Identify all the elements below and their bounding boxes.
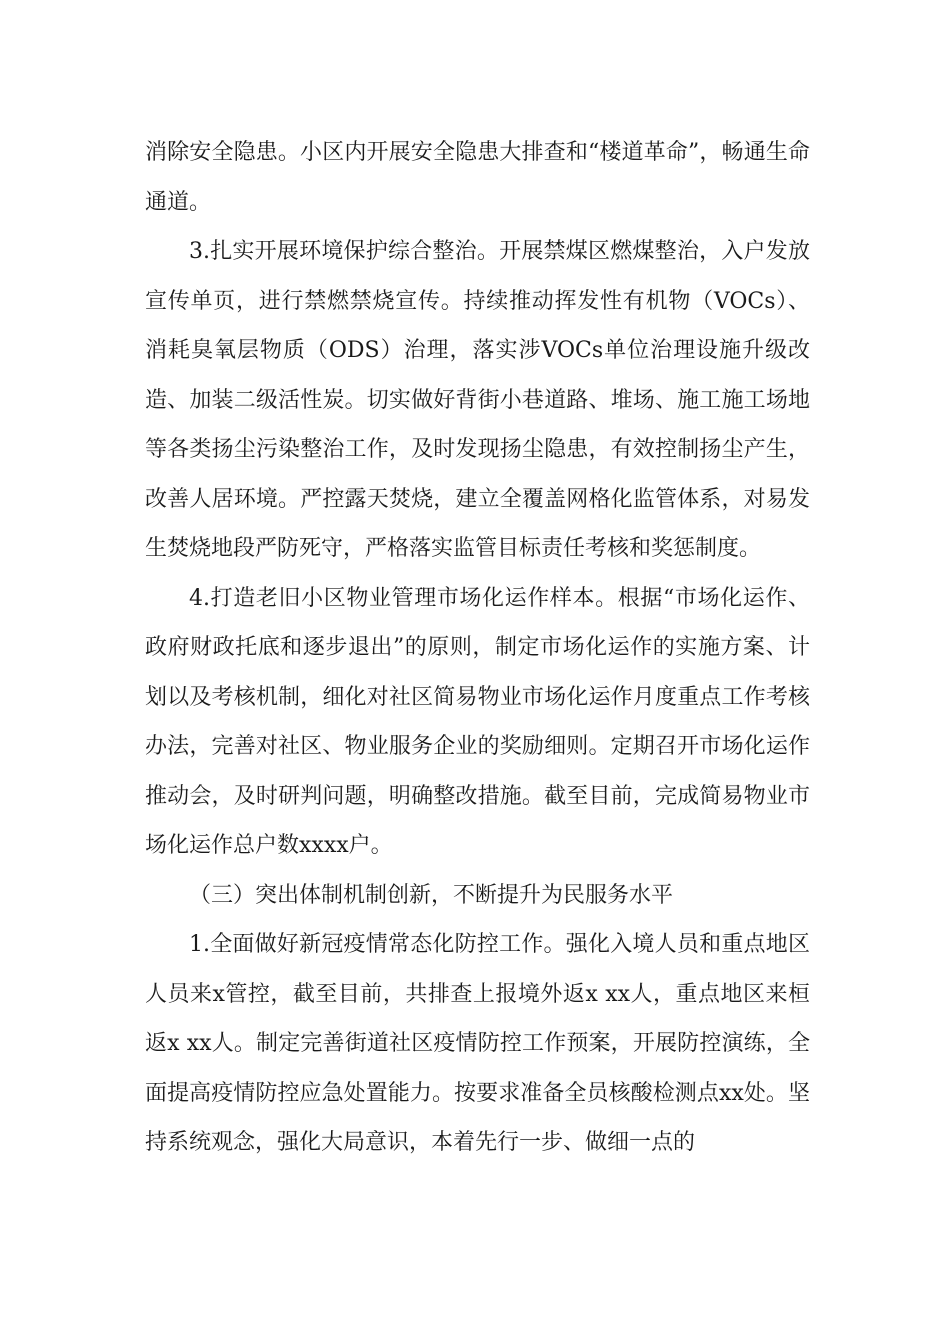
paragraph-continuation: 消除安全隐患。小区内开展安全隐患大排查和“楼道革命”，畅通生命通道。 — [145, 140, 810, 215]
document-body — [145, 128, 810, 1168]
paragraph-environment-protection: 3.扎实开展环境保护综合整治。开展禁煤区燃煤整治，入户发放宣传单页，进行禁燃禁烧宣传。持续推动挥发性有机物（VOCs）、消耗臭氧层物质（ODS）治理，落实涉VOCs单位治理设施升级改造、加装二级活性炭。切实做好背街小巷道路、堆场、施工施工场地等各类扬尘污染整治工作，及时发现扬尘隐患，有效控制扬尘产生，改善人居环境。严控露天焚烧，建立全覆盖网格化监管体系，对易发生焚烧地段严防死守，严格落实监管目标责任考核和奖惩制度。 — [145, 239, 810, 561]
paragraph-epidemic-prevention: 1.全面做好新冠疫情常态化防控工作。强化入境人员和重点地区人员来x管控，截至目前，共排查上报境外返x xx人，重点地区来桓返x xx人。制定完善街道社区疫情防控工作预案，开展防控演练，全面提高疫情防控应急处置能力。按要求准备全员核酸检测点xx处。坚持系统观念，强化大局意识，本着先行一步、做细一点的 — [145, 932, 810, 1155]
paragraph-property-management: 4.打造老旧小区物业管理市场化运作样本。根据“市场化运作、政府财政托底和逐步退出”的原则，制定市场化运作的实施方案、计划以及考核机制，细化对社区简易物业市场化运作月度重点工作考核办法，完善对社区、物业服务企业的奖励细则。定期召开市场化运作推动会，及时研判问题，明确整改措施。截至目前，完成简易物业市场化运作总户数xxxx户。 — [145, 585, 810, 858]
section-heading-three: （三）突出体制机制创新，不断提升为民服务水平 — [189, 882, 674, 908]
